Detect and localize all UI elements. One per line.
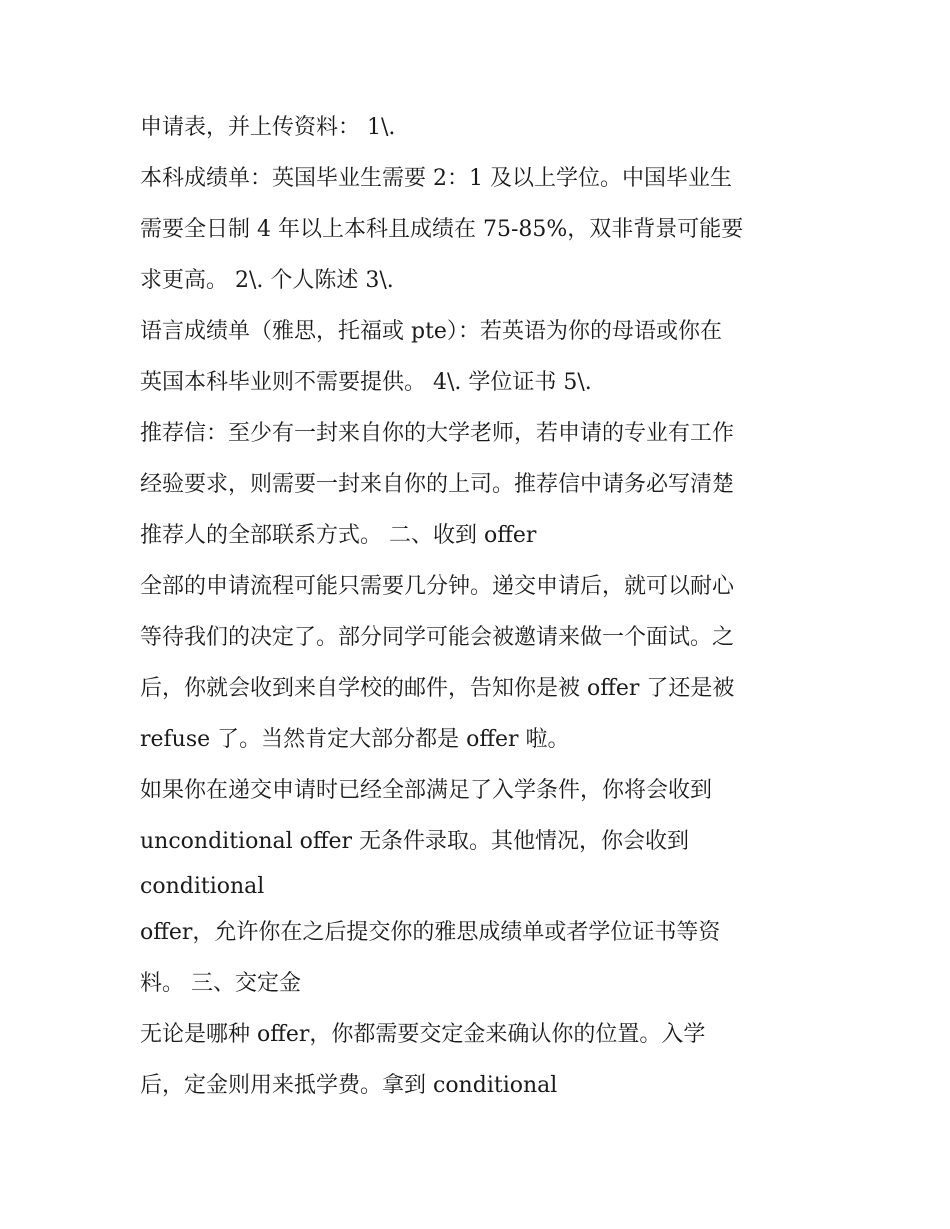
text-line: 推荐信：至少有一封来自你的大学老师，若申请的专业有工作 <box>140 421 735 446</box>
text-line: 英国本科毕业则不需要提供。 4\. 学位证书 5\. <box>140 370 592 395</box>
text-line: 无论是哪种 offer，你都需要交定金来确认你的位置。入学 <box>140 1022 706 1047</box>
text-line: unconditional offer 无条件录取。其他情况，你会收到 <box>140 829 690 854</box>
text-line: 后，定金则用来抵学费。拿到 conditional <box>140 1073 558 1098</box>
document-body <box>140 102 830 1111</box>
text-line: 语言成绩单（雅思，托福或 pte）：若英语为你的母语或你在 <box>140 319 722 344</box>
text-line: 本科成绩单：英国毕业生需要 2：1 及以上学位。中国毕业生 <box>140 166 732 191</box>
text-line: 申请表，并上传资料： 1\. <box>140 115 396 140</box>
text-line: 全部的申请流程可能只需要几分钟。递交申请后，就可以耐心 <box>140 574 735 599</box>
text-line: 求更高。 2\. 个人陈述 3\. <box>140 268 394 293</box>
text-line: 需要全日制 4 年以上本科且成绩在 75-85%，双非背景可能要 <box>140 217 744 242</box>
text-line: offer，允许你在之后提交你的雅思成绩单或者学位证书等资 <box>140 920 721 945</box>
text-line: 等待我们的决定了。部分同学可能会被邀请来做一个面试。之 <box>140 625 735 650</box>
text-line: 推荐人的全部联系方式。 二、收到 offer <box>140 523 537 548</box>
text-line: 后，你就会收到来自学校的邮件，告知你是被 offer 了还是被 <box>140 676 735 701</box>
text-line: conditional <box>140 874 265 899</box>
text-line: 经验要求，则需要一封来自你的上司。推荐信中请务必写清楚 <box>140 472 735 497</box>
text-line: 料。 三、交定金 <box>140 971 301 996</box>
text-line: 如果你在递交申请时已经全部满足了入学条件，你将会收到 <box>140 778 713 803</box>
text-line: refuse 了。当然肯定大部分都是 offer 啦。 <box>140 727 570 752</box>
